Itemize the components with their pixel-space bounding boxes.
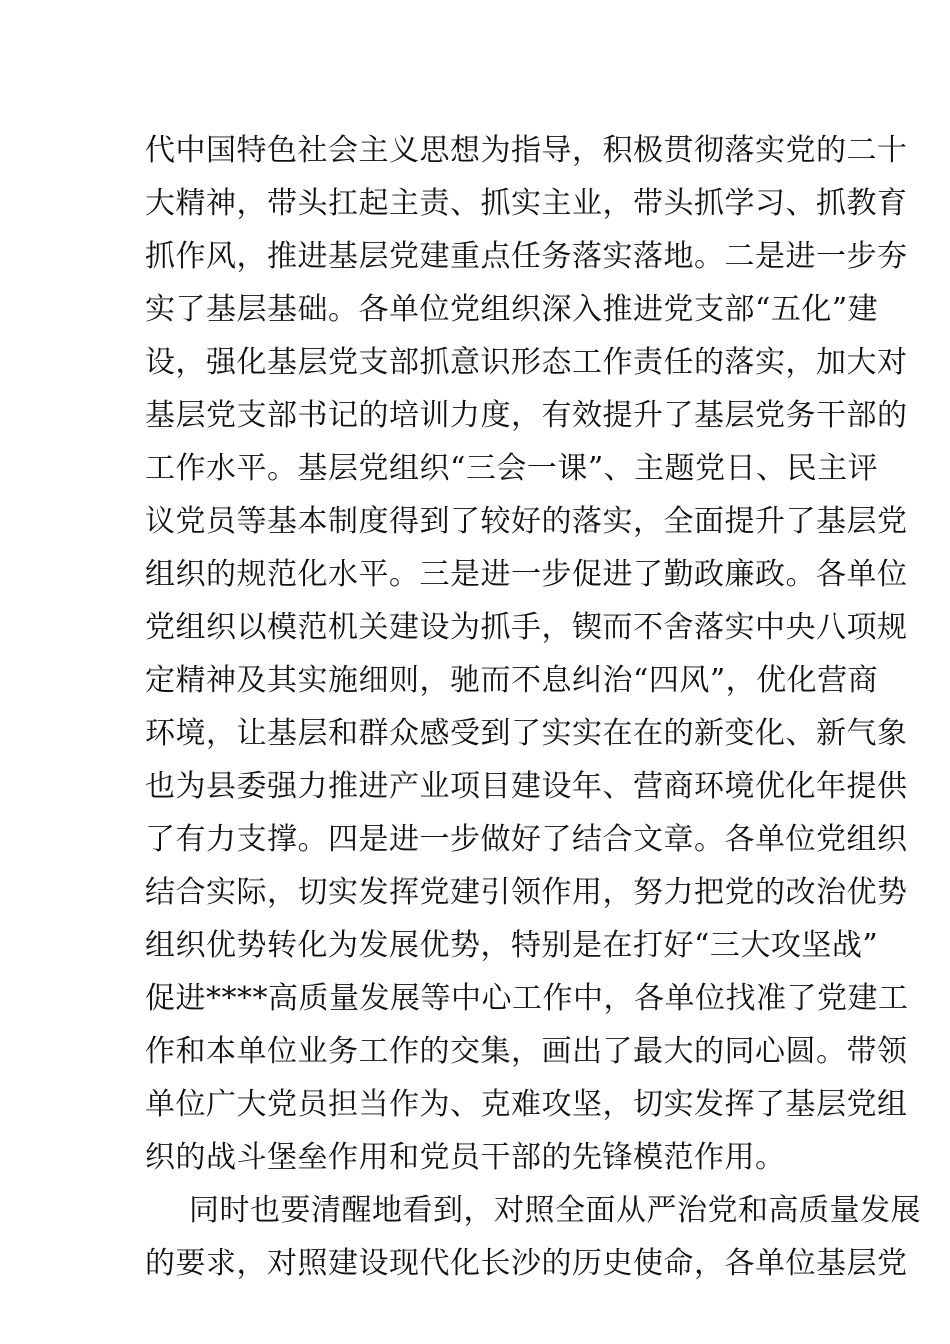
- paragraph-start-line: 同时也要清醒地看到，对照全面从严治党和高质量发展: [189, 1193, 921, 1228]
- text-line: 组织的规范化水平。三是进一步促进了勤政廉政。各单位: [145, 557, 908, 592]
- text-line: 大精神，带头扛起主责、抓实主业，带头抓学习、抓教育: [145, 186, 908, 221]
- text-line: 也为县委强力推进产业项目建设年、营商环境优化年提供: [145, 769, 908, 804]
- text-line: 抓作风，推进基层党建重点任务落实落地。二是进一步夯: [145, 239, 908, 274]
- text-line: 定精神及其实施细则，驰而不息纠治“四风”，优化营商: [145, 663, 879, 698]
- text-line: 单位广大党员担当作为、克难攻坚，切实发挥了基层党组: [145, 1087, 908, 1122]
- text-line: 设，强化基层党支部抓意识形态工作责任的落实，加大对: [145, 345, 908, 380]
- text-line: 的要求，对照建设现代化长沙的历史使命，各单位基层党: [145, 1246, 908, 1281]
- text-line: 结合实际，切实发挥党建引领作用，努力把党的改治优势: [145, 875, 908, 910]
- text-line: 作和本单位业务工作的交集，画出了最大的同心圆。带领: [145, 1034, 908, 1069]
- text-line: 党组织以模范机关建设为抓手，锲而不舍落实中央八项规: [145, 610, 908, 645]
- text-line: 工作水平。基层党组织“三会一课”、主题党日、民主评: [145, 451, 879, 486]
- text-line: 基层党支部书记的培训力度，有效提升了基层党务干部的: [145, 398, 908, 433]
- text-line: 实了基层基础。各单位党组织深入推进党支部“五化”建: [145, 292, 879, 327]
- body-text: [145, 124, 921, 1290]
- text-line: 代中国特色社会主义思想为指导，积极贯彻落实党的二十: [145, 133, 908, 168]
- text-line: 促进****高质量发展等中心工作中，各单位找准了党建工: [145, 981, 909, 1016]
- text-line: 了有力支撑。四是进一步做好了结合文章。各单位党组织: [145, 822, 908, 857]
- text-line: 组织优势转化为发展优势，特别是在打好“三大攻坚战”: [145, 928, 879, 963]
- text-line: 环境，让基层和群众感受到了实实在在的新变化、新气象: [145, 716, 908, 751]
- text-line: 织的战斗堡垒作用和党员干部的先锋模范作用。: [145, 1140, 786, 1175]
- text-line: 议党员等基本制度得到了较好的落实，全面提升了基层党: [145, 504, 908, 539]
